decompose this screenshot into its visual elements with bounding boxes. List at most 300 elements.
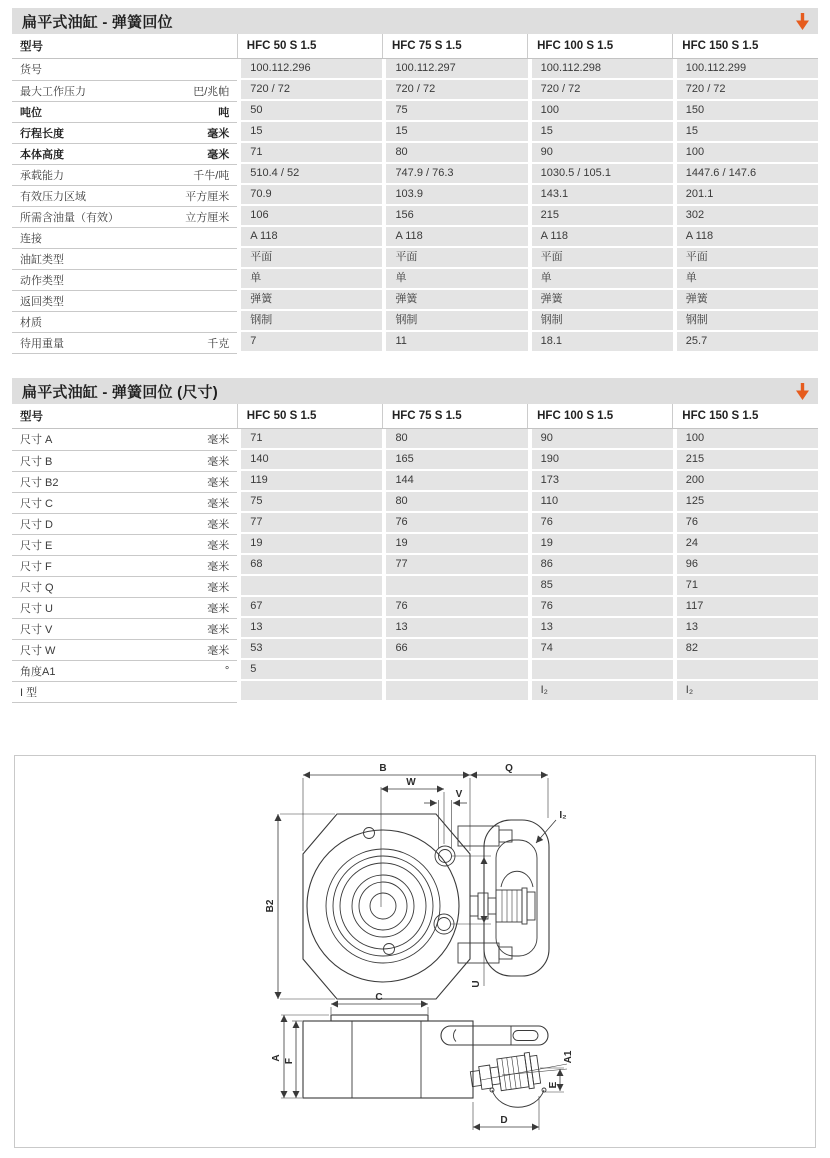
row-header [12,101,237,122]
cell-value: 720 / 72 [386,80,527,99]
spec-table [12,34,818,354]
dim-label-B2: B2 [265,899,276,913]
row-header [12,534,237,555]
data-cell [528,80,673,101]
row-header [12,660,237,681]
cell-value: 弹簧 [677,290,818,309]
data-cell [528,471,673,492]
row-header [12,311,237,332]
cell-value: 19 [386,534,527,553]
data-cell [528,248,673,269]
data-cell [528,143,673,164]
row-unit: 毫米 [207,518,230,531]
data-cell [673,618,818,639]
row-header [12,576,237,597]
data-cell [673,639,818,660]
cell-value: 100.112.297 [386,59,527,78]
row-unit: 毫米 [207,127,230,140]
row-label: 最大工作压力 [20,85,86,98]
cell-value: 13 [386,618,527,637]
cell-value: 125 [677,492,818,511]
cell-value: 90 [532,143,673,162]
cell-value: 173 [532,471,673,490]
cell-value: 平面 [241,248,382,267]
row-label: 尺寸 C [20,497,53,510]
data-cell [237,59,382,81]
row-unit: 平方厘米 [185,190,230,203]
data-cell [382,143,527,164]
data-cell [528,227,673,248]
spec-row [12,660,818,681]
data-cell [382,471,527,492]
cell-value: 5 [241,660,382,679]
data-cell [382,185,527,206]
cell-value: 平面 [532,248,673,267]
cell-value: 75 [386,101,527,120]
data-cell [673,471,818,492]
row-label: 货号 [20,64,42,77]
row-unit: 毫米 [207,644,230,657]
data-cell [237,269,382,290]
data-cell [673,143,818,164]
spec-row [12,101,818,122]
cell-value: 11 [386,332,527,351]
table-title-bar [12,8,818,34]
row-label: 吨位 [20,106,42,119]
cell-value: A 118 [386,227,527,246]
row-unit: 吨 [218,106,230,119]
data-cell [528,332,673,353]
dim-label-B: B [379,763,387,774]
row-unit: 巴/兆帕 [193,85,230,98]
data-cell [382,534,527,555]
row-unit: 毫米 [207,434,230,447]
cell-value: 15 [532,122,673,141]
cell-value: 747.9 / 76.3 [386,164,527,183]
data-cell [382,80,527,101]
spec-row [12,639,818,660]
row-header [12,227,237,248]
table-title-bar [12,378,818,404]
cell-value: 24 [677,534,818,553]
row-header [12,143,237,164]
row-unit: 毫米 [207,539,230,552]
cell-value: 720 / 72 [241,80,382,99]
row-label: I 型 [20,686,38,699]
row-label: 尺寸 F [20,560,52,573]
row-label: 尺寸 B2 [20,476,59,489]
cell-value: 钢制 [241,311,382,330]
cell-value: 钢制 [532,311,673,330]
cell-value: 80 [386,492,527,511]
data-cell [237,80,382,101]
cell-value [241,576,382,595]
data-cell [528,185,673,206]
table-title: 扁平式油缸 - 弹簧回位 [22,13,173,31]
spec-row [12,471,818,492]
data-cell [528,597,673,618]
cell-value: 19 [241,534,382,553]
row-unit: 千牛/吨 [193,169,230,182]
cell-value: 1447.6 / 147.6 [677,164,818,183]
cell-value: 13 [677,618,818,637]
spec-row [12,450,818,471]
spec-row [12,80,818,101]
data-cell [673,450,818,471]
data-cell [382,206,527,227]
spec-row [12,311,818,332]
data-cell [237,534,382,555]
cell-value: 156 [386,206,527,225]
table-title: 扁平式油缸 - 弹簧回位 (尺寸) [22,383,218,401]
row-header [12,269,237,290]
data-cell [528,681,673,702]
top-view-dimensions [265,763,567,999]
row-label: 行程长度 [20,127,64,140]
cell-value: 100 [677,143,818,162]
data-cell [673,681,818,702]
cell-value: 103.9 [386,185,527,204]
data-cell [382,332,527,353]
data-cell [237,492,382,513]
data-cell [528,660,673,681]
data-cell [528,534,673,555]
spec-row [12,576,818,597]
data-cell [673,269,818,290]
cell-value: 190 [532,450,673,469]
cell-value: 76 [386,597,527,616]
cell-value: 单 [241,269,382,288]
cell-value: 100 [532,101,673,120]
dim-label-W: W [406,777,416,788]
row-label: 角度A1 [20,665,56,678]
row-label: 尺寸 B [20,455,53,468]
data-cell [382,492,527,513]
row-header [12,290,237,311]
model-column-header: 型号 [12,34,237,59]
row-label: 待用重量 [20,337,64,350]
spec-row [12,534,818,555]
data-cell [237,290,382,311]
cell-value: 单 [677,269,818,288]
row-label: 有效压力区域 [20,190,86,203]
spec-row [12,618,818,639]
row-unit: 毫米 [207,602,230,615]
row-header [12,555,237,576]
data-cell [673,101,818,122]
data-cell [673,164,818,185]
row-label: 尺寸 D [20,518,53,531]
data-cell [673,185,818,206]
data-cell [237,101,382,122]
model-header: HFC 100 S 1.5 [528,404,673,429]
data-cell [528,122,673,143]
data-cell [528,513,673,534]
data-cell [382,639,527,660]
cell-value: 弹簧 [532,290,673,309]
dim-label-C: C [375,992,383,1003]
data-cell [673,248,818,269]
model-header: HFC 75 S 1.5 [382,34,527,59]
side-view-dimensions [271,992,574,1130]
model-header: HFC 75 S 1.5 [382,404,527,429]
cell-value: A 118 [532,227,673,246]
spec-table-section-2 [12,378,818,703]
cell-value: I₂ [677,681,818,700]
cell-value: 67 [241,597,382,616]
data-cell [673,534,818,555]
data-cell [237,450,382,471]
scroll-down-arrow-icon[interactable] [795,12,810,31]
scroll-down-arrow-icon[interactable] [795,382,810,401]
data-cell [673,597,818,618]
row-header [12,471,237,492]
data-cell [237,185,382,206]
cell-value: 13 [241,618,382,637]
cell-value: 弹簧 [386,290,527,309]
cell-value: 82 [677,639,818,658]
cell-value: 215 [677,450,818,469]
cell-value: 53 [241,639,382,658]
cell-value: 15 [677,122,818,141]
cell-value: 100.112.298 [532,59,673,78]
dim-label-A1: A1 [563,1050,574,1064]
model-header: HFC 150 S 1.5 [673,404,818,429]
cell-value: 71 [677,576,818,595]
cell-value: 71 [241,429,382,448]
data-cell [528,492,673,513]
cell-value: 76 [677,513,818,532]
row-label: 尺寸 Q [20,581,54,594]
data-cell [673,513,818,534]
data-cell [382,290,527,311]
row-label: 返回类型 [20,295,64,308]
row-header [12,332,237,353]
spec-row [12,248,818,269]
cell-value [386,576,527,595]
spec-row [12,513,818,534]
cell-value: 76 [532,597,673,616]
data-cell [673,555,818,576]
carry-handle-side [441,1026,548,1045]
row-label: 尺寸 U [20,602,53,615]
row-label: 所需含油量（有效） [20,211,119,224]
row-label: 材质 [20,316,42,329]
data-cell [382,555,527,576]
data-cell [382,101,527,122]
cell-value [386,681,527,700]
cell-value: 100.112.299 [677,59,818,78]
spec-row [12,143,818,164]
cell-value: 80 [386,429,527,448]
side-view [303,1015,567,1107]
cell-value: 平面 [386,248,527,267]
data-cell [528,269,673,290]
data-cell [382,513,527,534]
top-view [303,787,549,999]
data-cell [673,59,818,81]
dim-label-Q: Q [505,763,513,774]
handle-grip-slot [513,1031,538,1041]
row-unit: 毫米 [207,560,230,573]
cell-value [677,660,818,679]
cell-value: 119 [241,471,382,490]
saddle [331,1015,428,1021]
cell-value: 100.112.296 [241,59,382,78]
spec-row [12,59,818,81]
data-cell [237,429,382,451]
data-cell [237,513,382,534]
cell-value: 140 [241,450,382,469]
model-header: HFC 150 S 1.5 [673,34,818,59]
cell-value: 201.1 [677,185,818,204]
data-cell [382,311,527,332]
cell-value: 110 [532,492,673,511]
row-header [12,122,237,143]
spec-row [12,429,818,451]
cell-value: 510.4 / 52 [241,164,382,183]
data-cell [528,59,673,81]
cell-value: 76 [386,513,527,532]
cell-value: 18.1 [532,332,673,351]
dim-label-A: A [271,1054,282,1062]
spec-row [12,290,818,311]
data-cell [237,311,382,332]
cell-value: 66 [386,639,527,658]
data-cell [237,681,382,702]
data-cell [528,450,673,471]
data-cell [382,122,527,143]
data-cell [382,227,527,248]
header-row [12,404,818,429]
data-cell [237,248,382,269]
data-cell [237,164,382,185]
cell-value: 71 [241,143,382,162]
cell-value: 150 [677,101,818,120]
handle-tab [458,943,499,963]
data-cell [673,332,818,353]
cell-value: 106 [241,206,382,225]
cell-value: 720 / 72 [677,80,818,99]
cell-value: 80 [386,143,527,162]
spec-row [12,206,818,227]
cell-value: 96 [677,555,818,574]
cell-value: 25.7 [677,332,818,351]
data-cell [237,639,382,660]
model-column-header: 型号 [12,404,237,429]
cell-value: 单 [386,269,527,288]
hydraulic-coupler-side [469,1051,541,1096]
row-header [12,164,237,185]
row-unit: 毫米 [207,455,230,468]
cell-value: 200 [677,471,818,490]
dim-label-U: U [471,980,482,988]
row-unit: 毫米 [207,623,230,636]
cell-value: 15 [386,122,527,141]
data-cell [382,450,527,471]
cell-value: A 118 [241,227,382,246]
row-header [12,597,237,618]
header-row [12,34,818,59]
row-unit: 立方厘米 [185,211,230,224]
data-cell [528,618,673,639]
data-cell [382,429,527,451]
data-cell [673,492,818,513]
dust-cap-bail [492,1090,544,1107]
row-header [12,639,237,660]
row-header [12,248,237,269]
data-cell [382,681,527,702]
data-cell [673,660,818,681]
data-cell [528,290,673,311]
row-header [12,206,237,227]
cell-value: 77 [241,513,382,532]
row-header [12,429,237,451]
data-cell [237,555,382,576]
row-unit: 毫米 [207,581,230,594]
cell-value [532,660,673,679]
cell-value: A 118 [677,227,818,246]
cell-value: 13 [532,618,673,637]
spec-row [12,164,818,185]
data-cell [528,311,673,332]
data-cell [673,206,818,227]
dim-label-I2: I₂ [559,810,567,821]
cell-value: 302 [677,206,818,225]
data-cell [528,164,673,185]
cell-value: 钢制 [677,311,818,330]
data-cell [382,618,527,639]
row-unit: 毫米 [207,497,230,510]
row-header [12,681,237,702]
cell-value: 90 [532,429,673,448]
bolt-hole [364,828,375,839]
row-label: 承载能力 [20,169,64,182]
cell-value: 50 [241,101,382,120]
data-cell [237,227,382,248]
cell-value: 68 [241,555,382,574]
dimension-diagram [14,755,816,1148]
data-cell [237,618,382,639]
row-header [12,618,237,639]
row-unit: 毫米 [207,148,230,161]
data-cell [528,101,673,122]
data-cell [382,164,527,185]
model-header: HFC 100 S 1.5 [528,34,673,59]
data-cell [382,597,527,618]
data-cell [382,248,527,269]
model-header: HFC 50 S 1.5 [237,404,382,429]
cell-value [386,660,527,679]
cell-value: 117 [677,597,818,616]
cell-value: I₂ [532,681,673,700]
data-cell [528,576,673,597]
data-cell [673,122,818,143]
row-label: 尺寸 E [20,539,53,552]
cell-value: 7 [241,332,382,351]
cell-value: 165 [386,450,527,469]
row-unit: 毫米 [207,476,230,489]
cell-value: 弹簧 [241,290,382,309]
row-label: 本体高度 [20,148,64,161]
data-cell [528,639,673,660]
data-cell [673,80,818,101]
row-header [12,80,237,101]
row-header [12,185,237,206]
cell-value [241,681,382,700]
data-cell [237,597,382,618]
cell-value: 76 [532,513,673,532]
